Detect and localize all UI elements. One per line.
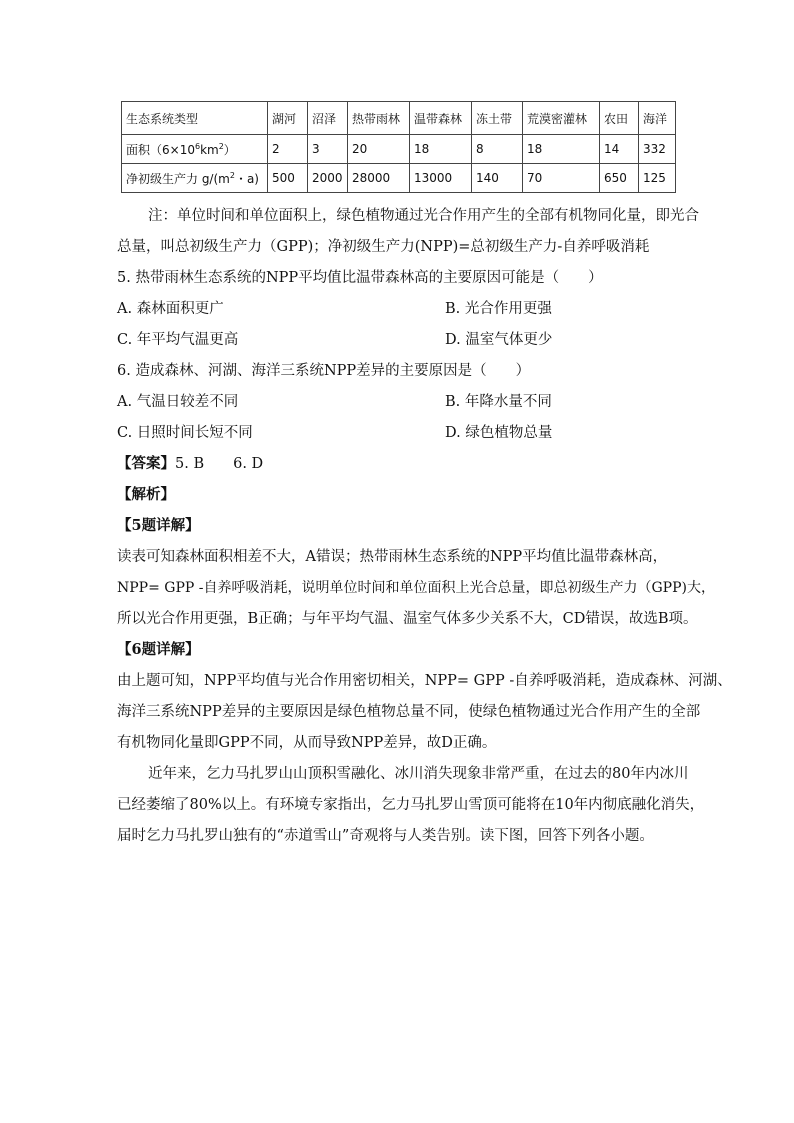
table-cell: 18 <box>410 135 472 164</box>
table-cell: 20 <box>348 135 410 164</box>
table-header-cell: 荒漠密灌林 <box>523 102 600 135</box>
passage-line-3: 届时乞力马扎罗山独有的“赤道雪山”奇观将与人类告别。读下图，回答下列各小题。 <box>117 828 654 844</box>
table-cell: 3 <box>308 135 348 164</box>
table-header-cell: 沼泽 <box>308 102 348 135</box>
detail-6-label: 【6题详解】 <box>117 641 200 658</box>
table-cell: 650 <box>600 164 639 193</box>
area-label-post: ） <box>223 142 236 157</box>
question-5-option-b: B. 光合作用更强 <box>445 301 552 317</box>
question-6-option-b: B. 年降水量不同 <box>445 394 552 410</box>
area-label-pre: 面积（6×10 <box>126 142 195 157</box>
table-header-cell: 冻土带 <box>472 102 523 135</box>
npp-label-post: ・a) <box>234 171 259 186</box>
table-header-row <box>122 102 676 135</box>
answer-line <box>117 454 263 474</box>
table-header-cell: 热带雨林 <box>348 102 410 135</box>
area-label-mid: km <box>200 142 219 157</box>
analysis-label: 【解析】 <box>117 486 175 503</box>
table-header-cell: 生态系统类型 <box>122 102 268 135</box>
table-cell: 13000 <box>410 164 472 193</box>
detail-5-line-2: NPP= GPP -自养呼吸消耗，说明单位时间和单位面积上光合总量，即总初级生产力（GPP)大， <box>117 580 715 596</box>
table-row-area <box>122 135 676 164</box>
table-row-npp <box>122 164 676 193</box>
npp-label-pre: 净初级生产力 g/(m <box>126 171 230 186</box>
area-label-sup: 2 <box>218 141 224 151</box>
answer-text: 5. B 6. D <box>175 456 264 472</box>
table-row-label <box>122 164 268 193</box>
detail-5-line-1: 读表可知森林面积相差不大，A错误；热带雨林生态系统的NPP平均值比温带森林高， <box>117 549 668 565</box>
question-5-option-c: C. 年平均气温更高 <box>117 332 239 348</box>
area-label-sup: 6 <box>194 141 201 151</box>
table-row-label <box>122 135 268 164</box>
detail-6-line-2: 海洋三系统NPP差异的主要原因是绿色植物总量不同，使绿色植物通过光合作用产生的全部 <box>117 704 701 720</box>
note-line-1: 注：单位时间和单位面积上，绿色植物通过光合作用产生的全部有机物同化量，即光合 <box>148 208 699 224</box>
table-header-cell: 农田 <box>600 102 639 135</box>
detail-6-line-1: 由上题可知，NPP平均值与光合作用密切相关，NPP= GPP -自养呼吸消耗，造成森林、河湖、 <box>117 673 732 689</box>
note-line-2: 总量，叫总初级生产力（GPP)；净初级生产力(NPP)=总初级生产力-自养呼吸消耗 <box>117 239 650 255</box>
detail-5-line-3: 所以光合作用更强，B正确；与年平均气温、温室气体多少关系不大，CD错误，故选B项。 <box>117 611 698 627</box>
question-5-option-a: A. 森林面积更广 <box>117 301 224 317</box>
detail-5-label: 【5题详解】 <box>117 517 200 534</box>
question-6-stem: 6. 造成森林、河湖、海洋三系统NPP差异的主要原因是（ ） <box>117 363 531 379</box>
passage-line-1: 近年来，乞力马扎罗山山顶积雪融化、冰川消失现象非常严重，在过去的80年内冰川 <box>148 766 689 782</box>
question-6-option-a: A. 气温日较差不同 <box>117 394 239 410</box>
table-cell: 70 <box>523 164 600 193</box>
table-cell: 332 <box>639 135 676 164</box>
passage-line-2: 已经萎缩了80%以上。有环境专家指出，乞力马扎罗山雪顶可能将在10年内彻底融化消失， <box>117 797 705 813</box>
ecosystem-table <box>121 101 676 193</box>
table-cell: 500 <box>268 164 308 193</box>
question-6-option-d: D. 绿色植物总量 <box>445 425 553 441</box>
table-cell: 140 <box>472 164 523 193</box>
table-cell: 14 <box>600 135 639 164</box>
question-5-option-d: D. 温室气体更少 <box>445 332 553 348</box>
detail-6-line-3: 有机物同化量即GPP不同，从而导致NPP差异，故D正确。 <box>117 735 497 751</box>
question-6-option-c: C. 日照时间长短不同 <box>117 425 253 441</box>
answer-label: 【答案】 <box>117 455 175 472</box>
question-5-stem: 5. 热带雨林生态系统的NPP平均值比温带森林高的主要原因可能是（ ） <box>117 270 603 286</box>
table-cell: 2000 <box>308 164 348 193</box>
table-cell: 28000 <box>348 164 410 193</box>
table-cell: 8 <box>472 135 523 164</box>
table-cell: 18 <box>523 135 600 164</box>
table-cell: 2 <box>268 135 308 164</box>
table-header-cell: 海洋 <box>639 102 676 135</box>
table-cell: 125 <box>639 164 676 193</box>
table-header-cell: 温带森林 <box>410 102 472 135</box>
table-header-cell: 湖河 <box>268 102 308 135</box>
npp-label-sup: 2 <box>229 170 235 180</box>
